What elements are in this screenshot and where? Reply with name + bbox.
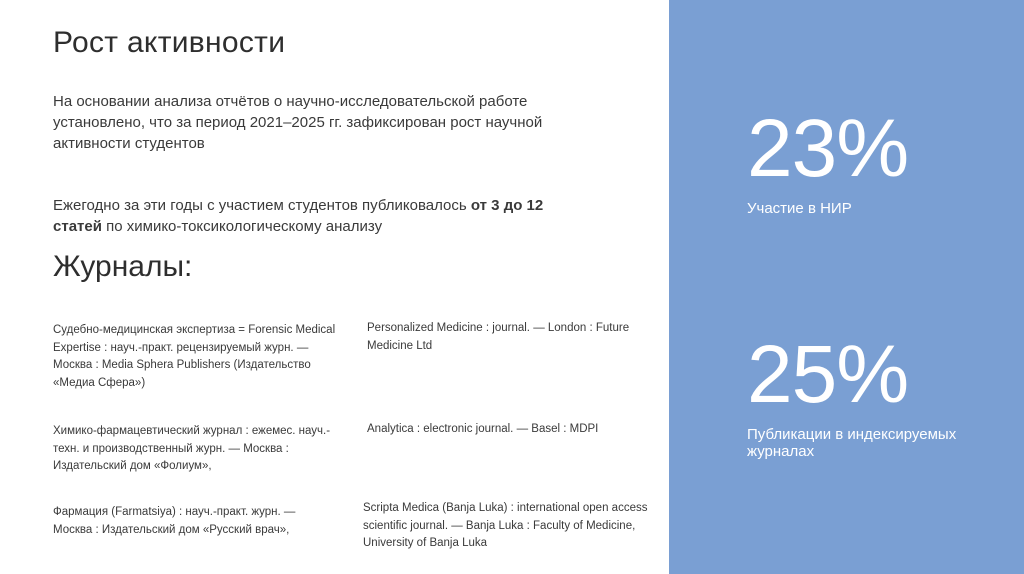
- journal-item-right-2: Analytica : electronic journal. — Basel : MDPI: [367, 423, 599, 435]
- publications-paragraph: [53, 195, 583, 237]
- journal-item-left-2: Химико-фармацевтический журнал : ежемес. науч.-техн. и производственный журн. — Москва : Издательский дом «Фолиум»,: [53, 425, 331, 472]
- publications-text-before: Ежегодно за эти годы с участием студентов публиковалось: [53, 197, 471, 214]
- journal-item-left-1: Судебно-медицинская экспертиза = Forensic Medical Expertise : науч.-практ. рецензируемый журн. — Москва : Media Sphera Publishers (Издательство «Медиа Сфера»): [53, 324, 336, 389]
- stat-publications: [747, 329, 987, 460]
- stats-panel: [669, 0, 1024, 574]
- journals-heading: Журналы:: [53, 250, 193, 283]
- publications-text-after: по химико-токсикологическому анализу: [101, 218, 383, 235]
- stat-publications-label: Публикации в индексируемых журналах: [747, 426, 957, 460]
- journal-item-right-3: Scripta Medica (Banja Luka) : international open access scientific journal. — Banja Luka : Faculty of Medicine, University of Banja Luka: [363, 502, 648, 549]
- publications-count: от 3 до 12 статей: [53, 197, 544, 235]
- slide-title: Рост активности: [53, 26, 286, 59]
- stat-participation: [747, 103, 987, 217]
- journal-item-left-3: Фармация (Farmatsiya) : науч.-практ. журн. — Москва : Издательский дом «Русский врач»,: [53, 506, 296, 536]
- intro-paragraph: На основании анализа отчётов о научно-исследовательской работе установлено, что за период 2021–2025 гг. зафиксирован рост научной активности студентов: [53, 93, 543, 152]
- journal-item-right-1: Personalized Medicine : journal. — London : Future Medicine Ltd: [367, 322, 630, 352]
- stat-participation-label: Участие в НИР: [747, 200, 852, 217]
- stat-publications-value: 25%: [747, 329, 909, 420]
- stat-participation-value: 23%: [747, 103, 909, 194]
